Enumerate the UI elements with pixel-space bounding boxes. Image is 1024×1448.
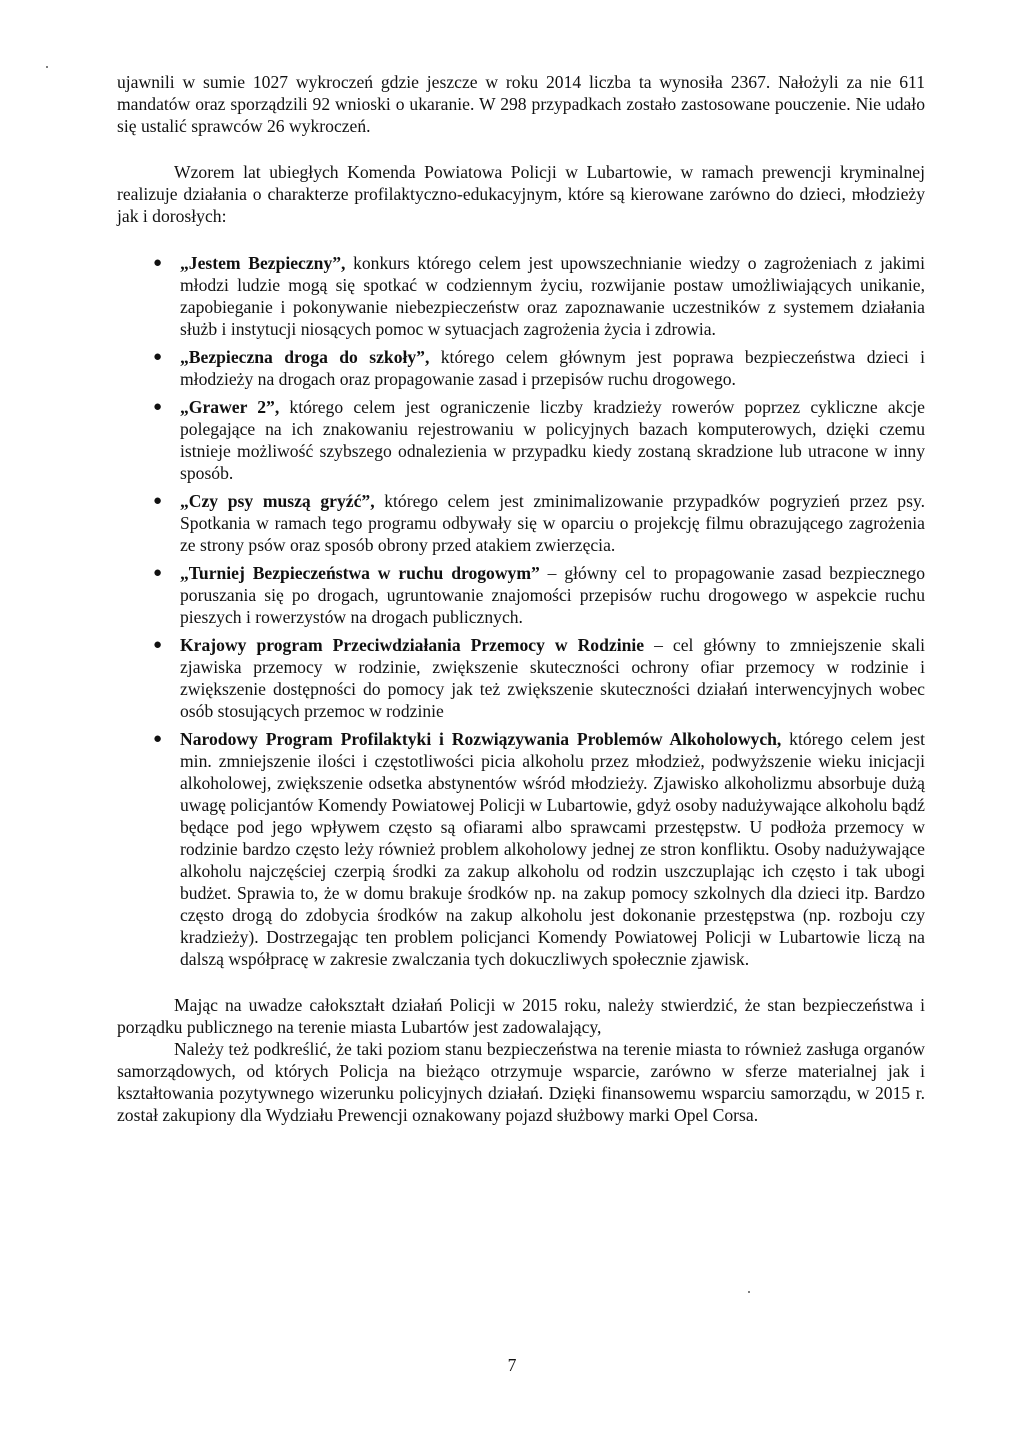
list-item-title: Krajowy program Przeciwdziałania Przemocy w Rodzinie xyxy=(180,635,645,655)
list-item-turniej xyxy=(117,562,925,628)
list-item-title: „Turniej Bezpieczeństwa w ruchu drogowym” xyxy=(180,563,540,583)
list-item-text: którego celem jest min. zmniejszenie ilości i częstotliwości picia alkoholu przez młodzież, podwyższenie wieku inicjacji alkoholowej, zwiększenie odsetka abstynentów wśród młodzieży. Zjawisko alkoholizmu absorbuje dużą uwagę policjantów Komendy Powiatowej Policji w Lubartowie, gdyż osoby nadużywające alkoholu bądź będące pod jego wpływem często są ofiarami albo sprawcami przestępstw. U podłoża przemocy w rodzinie bardzo często leży również problem alkoholowy jednej ze stron konfliktu. Osoby nadużywające alkoholu najczęściej czerpią środki za zakup alkoholu od rodzin uszczuplając ich często i tak ubogi budżet. Sprawia to, że w domu brakuje środków np. na zakup pomocy szkolnych dla dzieci itp. Bardzo często drogą do zdobycia środków na zakup alkoholu jest dokonanie przestępstwa (np. rozboju czy kradzieży). Dostrzegając ten problem policjanci Komendy Powiatowej Policji w Lubartowie liczą na dalszą współpracę w zakresie zwalczania tych dokuczliwych społecznie zjawisk. xyxy=(180,729,926,969)
page-number: 7 xyxy=(507,1355,517,1375)
bullet-icon: ● xyxy=(153,731,163,747)
scan-speck xyxy=(748,1291,750,1293)
bullet-icon: ● xyxy=(153,349,163,365)
list-item-jestem-bezpieczny xyxy=(117,252,925,340)
bullet-icon: ● xyxy=(153,637,163,653)
list-item-bezpieczna-droga xyxy=(117,346,925,390)
paragraph-local-government: Należy też podkreślić, że taki poziom stanu bezpieczeństwa na terenie miasta to również zasługa organów samorządowych, od których Policja na bieżąco otrzymuje wsparcie, zarówno w sferze materialnej jak i kształtowania pozytywnego wizerunku policyjnych działań. Dzięki finansowemu wsparciu samorządu, w 2015 r. został zakupiony dla Wydziału Prewencji oznakowany pojazd służbowy marki Opel Corsa. xyxy=(117,1039,925,1125)
programs-list xyxy=(117,252,925,970)
paragraph-statistics: ujawnili w sumie 1027 wykroczeń gdzie jeszcze w roku 2014 liczba ta wynosiła 2367. Nałożyli za nie 611 mandatów oraz sporządzili 92 wnioski o ukaranie. W 298 przypadkach zostało zastosowane pouczenie. Nie udało się ustalić sprawców 26 wykroczeń. xyxy=(117,72,925,136)
list-item-czy-psy xyxy=(117,490,925,556)
paragraph-summary: Mając na uwadze całokształt działań Policji w 2015 roku, należy stwierdzić, że stan bezpieczeństwa i porządku publicznego na terenie miasta Lubartów jest zadowalający, xyxy=(117,995,925,1037)
document-page xyxy=(117,71,925,1126)
list-item-title: „Jestem Bezpieczny”, xyxy=(180,253,346,273)
list-item-text: – cel główny to zmniejszenie skali zjawiska przemocy w rodzinie, zwiększenie skuteczności ochrony ofiar przemocy w rodzinie i zwiększenie dostępności do pomocy jak też zwiększenie skuteczności działań interwencyjnych wobec osób stosujących przemoc w rodzinie xyxy=(180,635,925,721)
bullet-icon: ● xyxy=(153,565,163,581)
bullet-icon: ● xyxy=(153,399,163,415)
list-item-title: Narodowy Program Profilaktyki i Rozwiązywania Problemów Alkoholowych, xyxy=(180,729,782,749)
list-item-title: „Czy psy muszą gryźć”, xyxy=(180,491,375,511)
list-item-text: – główny cel to propagowanie zasad bezpiecznego poruszania się po drogach, ugruntowanie znajomości przepisów ruchu drogowego w aspekcie ruchu pieszych i rowerzystów na drogach publicznych. xyxy=(180,563,925,627)
list-item-text: którego celem jest ograniczenie liczby kradzieży rowerów poprzez cykliczne akcje polegające na ich znakowaniu rejestrowaniu w policyjnych bazach komputerowych, dzięki czemu istnieje możliwość szybszego odnalezienia w przypadku kiedy zostaną skradzione lub utracone w inny sposób. xyxy=(180,397,925,483)
bullet-icon: ● xyxy=(153,493,163,509)
list-item-grawer xyxy=(117,396,925,484)
list-item-text: którego celem jest zminimalizowanie przypadków pogryzień przez psy. Spotkania w ramach tego programu odbywały się w oparciu o projekcję filmu obrazującego zagrożenia ze strony psów oraz sposób obrony przed atakiem zwierzęcia. xyxy=(180,491,925,555)
paragraph-prevention-intro: Wzorem lat ubiegłych Komenda Powiatowa Policji w Lubartowie, w ramach prewencji kryminalnej realizuje działania o charakterze profilaktyczno-edukacyjnym, które są kierowane zarówno do dzieci, młodzieży jak i dorosłych: xyxy=(117,162,925,226)
scan-speck xyxy=(46,66,48,68)
list-item-alkohol xyxy=(117,728,925,970)
list-item-title: „Grawer 2”, xyxy=(180,397,280,417)
list-item-text: którego celem głównym jest poprawa bezpieczeństwa dzieci i młodzieży na drogach oraz propagowanie zasad i przepisów ruchu drogowego. xyxy=(180,347,925,389)
bullet-icon: ● xyxy=(153,255,163,271)
list-item-przemoc xyxy=(117,634,925,722)
list-item-title: „Bezpieczna droga do szkoły”, xyxy=(180,347,430,367)
list-item-text: konkurs którego celem jest upowszechnianie wiedzy o zagrożeniach z jakimi młodzi ludzie mogą się spotkać w codziennym życiu, rozwijanie postaw umożliwiających unikanie, zapobieganie i pokonywanie niebezpieczeństw oraz zapoznawanie uczestników z systemem działania służb i instytucji niosących pomoc w sytuacjach zagrożenia życia i zdrowia. xyxy=(180,253,925,339)
